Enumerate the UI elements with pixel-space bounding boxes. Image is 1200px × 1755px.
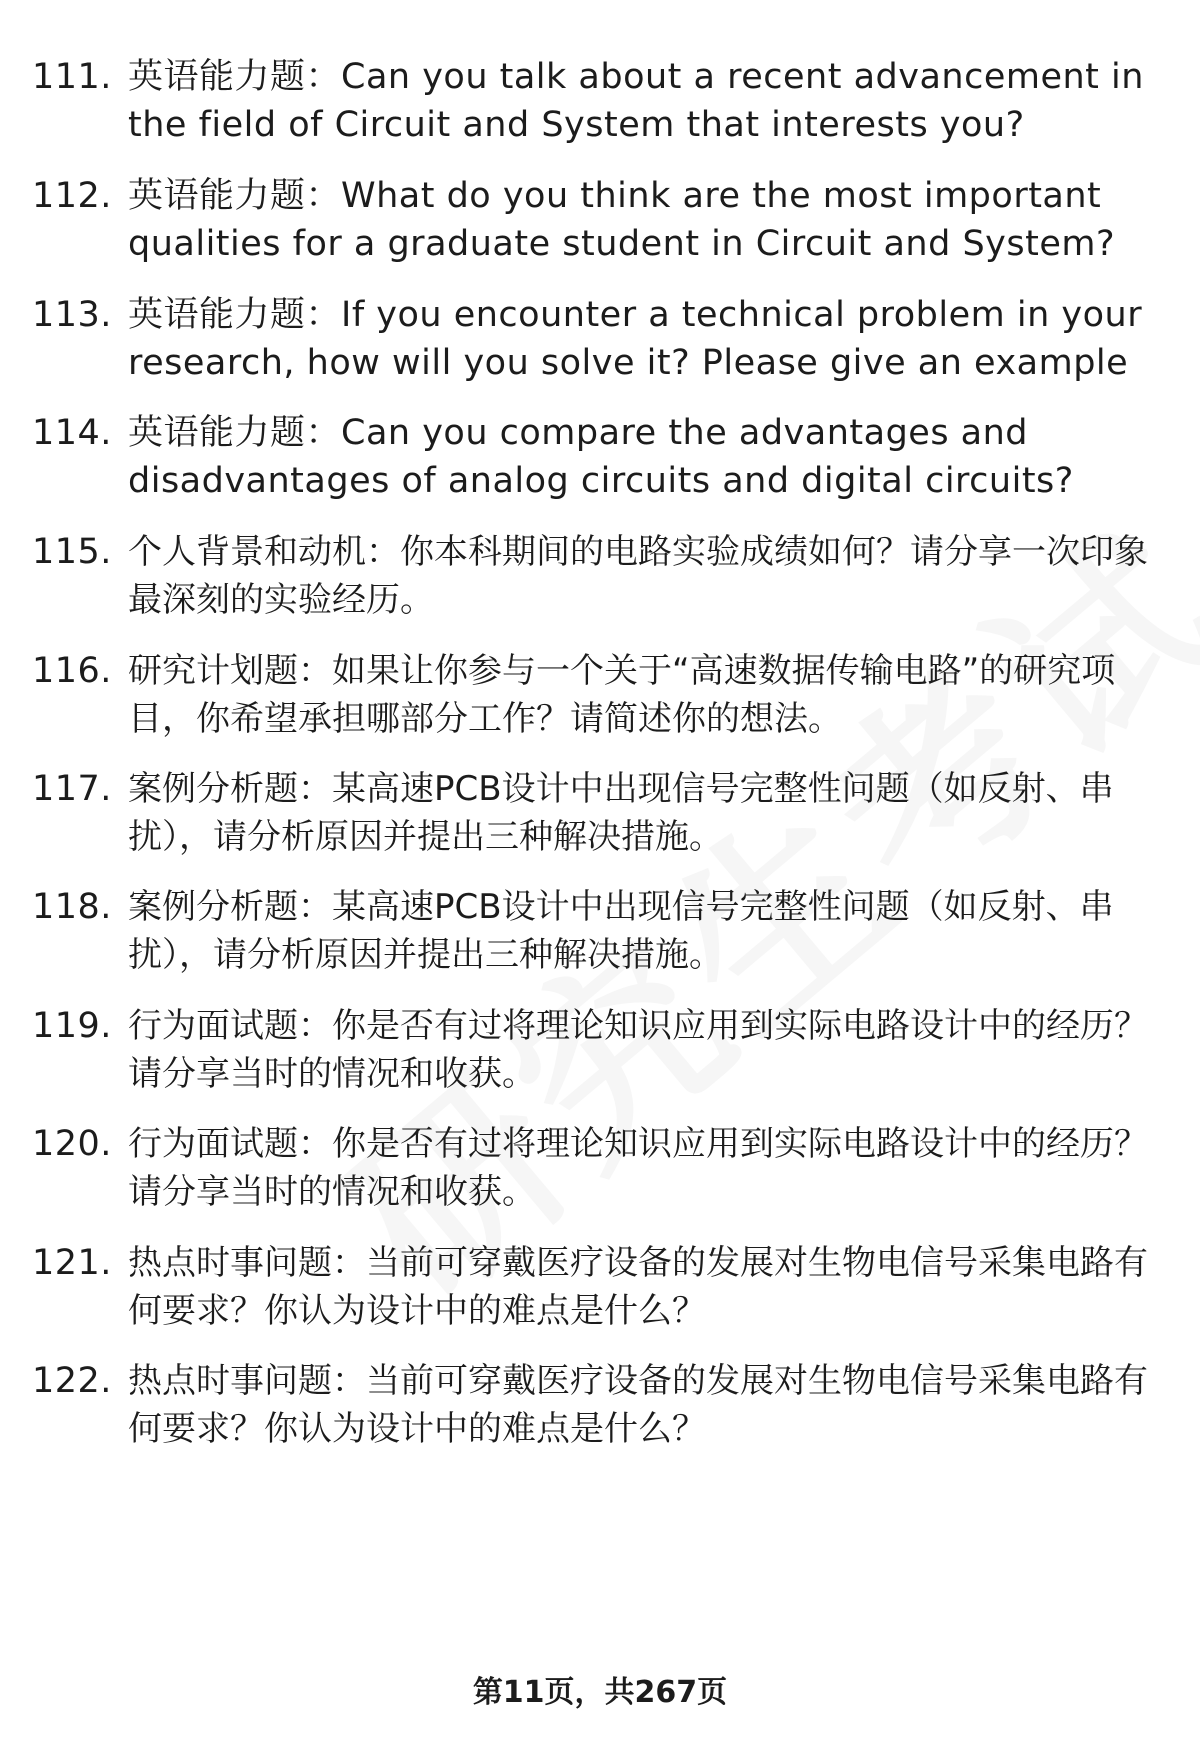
question-text: 案例分析题：某高速PCB设计中出现信号完整性问题（如反射、串扰），请分析原因并提出三种解决措施。 bbox=[128, 769, 1114, 857]
question-text: 英语能力题：If you encounter a technical problem in your research, how will you solve it? Please give an example bbox=[128, 295, 1143, 383]
question-text: 研究计划题：如果让你参与一个关于“高速数据传输电路”的研究项目，你希望承担哪部分工作？请简述你的想法。 bbox=[128, 651, 1116, 739]
question-text: 热点时事问题：当前可穿戴医疗设备的发展对生物电信号采集电路有何要求？你认为设计中的难点是什么？ bbox=[128, 1361, 1148, 1449]
question-item bbox=[32, 528, 1172, 628]
question-number: 120. bbox=[32, 1124, 112, 1164]
question-item bbox=[32, 53, 1172, 153]
question-number: 119. bbox=[32, 1006, 112, 1046]
question-number: 121. bbox=[32, 1243, 112, 1283]
question-text: 英语能力题：Can you compare the advantages and disadvantages of analog circuits and digital circuits? bbox=[128, 413, 1074, 501]
question-item bbox=[32, 647, 1172, 747]
question-number: 113. bbox=[32, 295, 112, 335]
question-item bbox=[32, 765, 1172, 865]
question-text: 行为面试题：你是否有过将理论知识应用到实际电路设计中的经历？请分享当时的情况和收获。 bbox=[128, 1124, 1148, 1212]
question-number: 112. bbox=[32, 176, 112, 216]
question-number: 114. bbox=[32, 413, 112, 453]
question-number: 115. bbox=[32, 532, 112, 572]
question-text: 英语能力题：What do you think are the most important qualities for a graduate student in Circuit and System? bbox=[128, 176, 1116, 264]
question-item bbox=[32, 1120, 1172, 1220]
question-number: 117. bbox=[32, 769, 112, 809]
question-number: 111. bbox=[32, 57, 112, 97]
question-text: 热点时事问题：当前可穿戴医疗设备的发展对生物电信号采集电路有何要求？你认为设计中的难点是什么？ bbox=[128, 1243, 1148, 1331]
question-item bbox=[32, 1002, 1172, 1102]
question-item bbox=[32, 291, 1172, 391]
question-text: 个人背景和动机：你本科期间的电路实验成绩如何？请分享一次印象最深刻的实验经历。 bbox=[128, 532, 1148, 620]
question-item bbox=[32, 172, 1172, 272]
question-item bbox=[32, 409, 1172, 509]
question-item bbox=[32, 1357, 1172, 1457]
question-text: 案例分析题：某高速PCB设计中出现信号完整性问题（如反射、串扰），请分析原因并提出三种解决措施。 bbox=[128, 887, 1114, 975]
page-number-footer: 第11页，共267页 bbox=[472, 1675, 728, 1710]
question-number: 122. bbox=[32, 1361, 112, 1401]
question-number: 118. bbox=[32, 887, 112, 927]
question-text: 行为面试题：你是否有过将理论知识应用到实际电路设计中的经历？请分享当时的情况和收获。 bbox=[128, 1006, 1148, 1094]
question-item bbox=[32, 1239, 1172, 1339]
question-text: 英语能力题：Can you talk about a recent advancement in the field of Circuit and System that interests you? bbox=[128, 57, 1144, 145]
question-number: 116. bbox=[32, 651, 112, 691]
question-item bbox=[32, 883, 1172, 983]
